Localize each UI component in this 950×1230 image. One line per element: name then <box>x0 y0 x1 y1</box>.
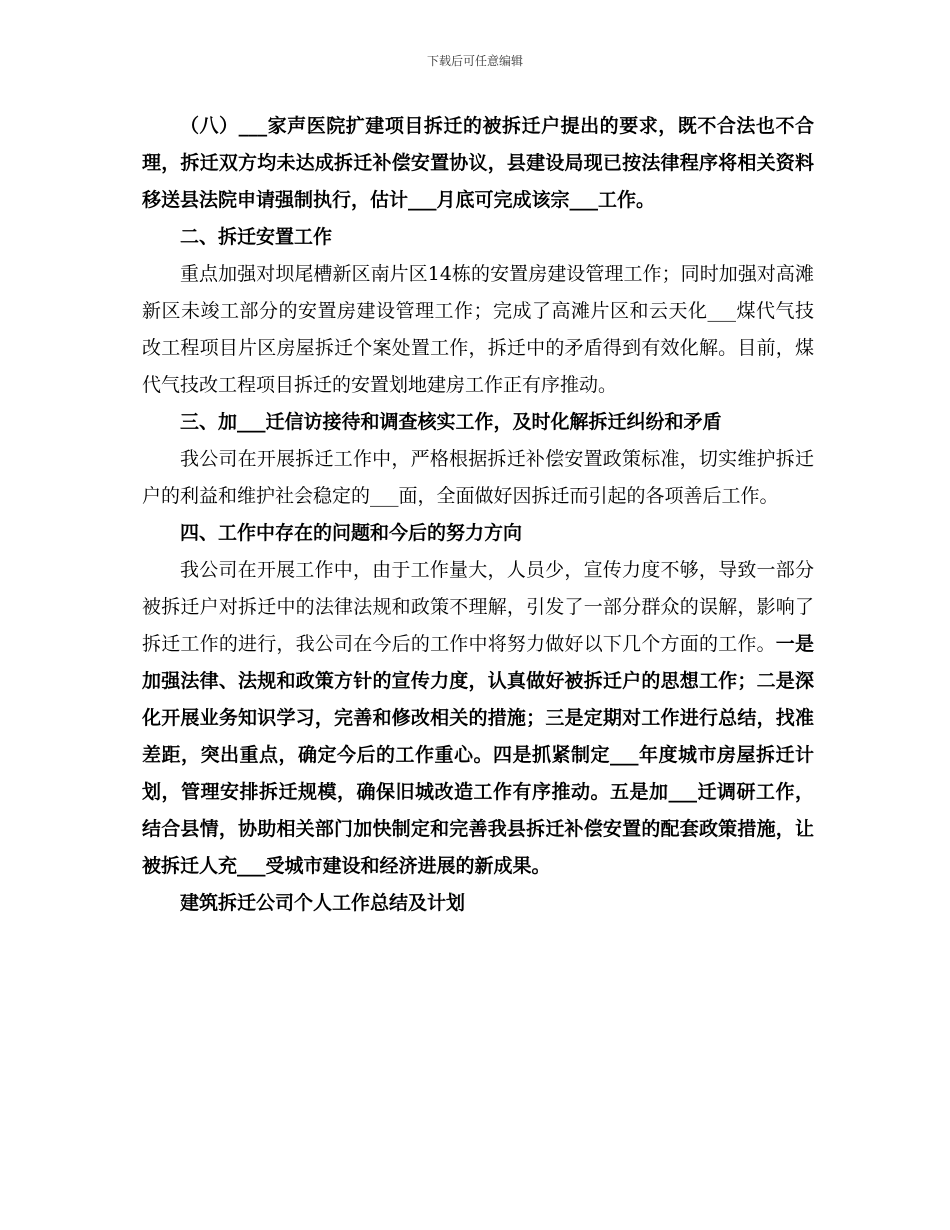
document-body <box>142 108 814 922</box>
paragraph-petition-work: 我公司在开展拆迁工作中，严格根据拆迁补偿安置政策标准，切实维护拆迁户的利益和维护社会稳定的___面，全面做好因拆迁而引起的各项善后工作。 <box>142 448 814 507</box>
next-document-title: 建筑拆迁公司个人工作总结及计划 <box>180 892 466 914</box>
heading-petition-work: 三、加___迁信访接待和调查核实工作，及时化解拆迁纠纷和矛盾 <box>180 411 722 433</box>
heading-resettlement-work: 二、拆迁安置工作 <box>180 226 333 248</box>
paragraph-problems-normal-text: 我公司在开展工作中，由于工作量大，人员少，宣传力度不够，导致一部分被拆迁户对拆迁中的法律法规和政策不理解，引发了一部分群众的误解，影响了拆迁工作的进行，我公司在今后的工作中将努力做好以下几个方面的工作。 <box>142 559 814 655</box>
paragraph-problems-direction <box>142 552 814 885</box>
paragraph-8-demolition-hospital: （八）___家声医院扩建项目拆迁的被拆迁户提出的要求，既不合法也不合理，拆迁双方均未达成拆迁补偿安置协议，县建设局现已按法律程序将相关资料移送县法院申请强制执行，估计___月底可完成该宗___工作。 <box>142 115 814 211</box>
heading-problems-direction: 四、工作中存在的问题和今后的努力方向 <box>180 522 523 544</box>
page-header: 下载后可任意编辑 <box>426 54 523 68</box>
paragraph-problems-bold-text: 一是加强法律、法规和政策方针的宣传力度，认真做好被拆迁户的思想工作；二是深化开展业务知识学习，完善和修改相关的措施；三是定期对工作进行总结，找准差距，突出重点，确定今后的工作重心。四是抓紧制定___年度城市房屋拆迁计划，管理安排拆迁规模，确保旧城改造工作有序推动。五是加___迁调研工作，结合县情，协助相关部门加快制定和完善我县拆迁补偿安置的配套政策措施，让被拆迁人充___受城市建设和经济进展的新成果。 <box>142 633 814 877</box>
paragraph-resettlement-work: 重点加强对坝尾槽新区南片区14栋的安置房建设管理工作；同时加强对高滩新区未竣工部分的安置房建设管理工作；完成了高滩片区和云天化___煤代气技改工程项目片区房屋拆迁个案处置工作，拆迁中的矛盾得到有效化解。目前，煤代气技改工程项目拆迁的安置划地建房工作正有序推动。 <box>142 263 814 396</box>
